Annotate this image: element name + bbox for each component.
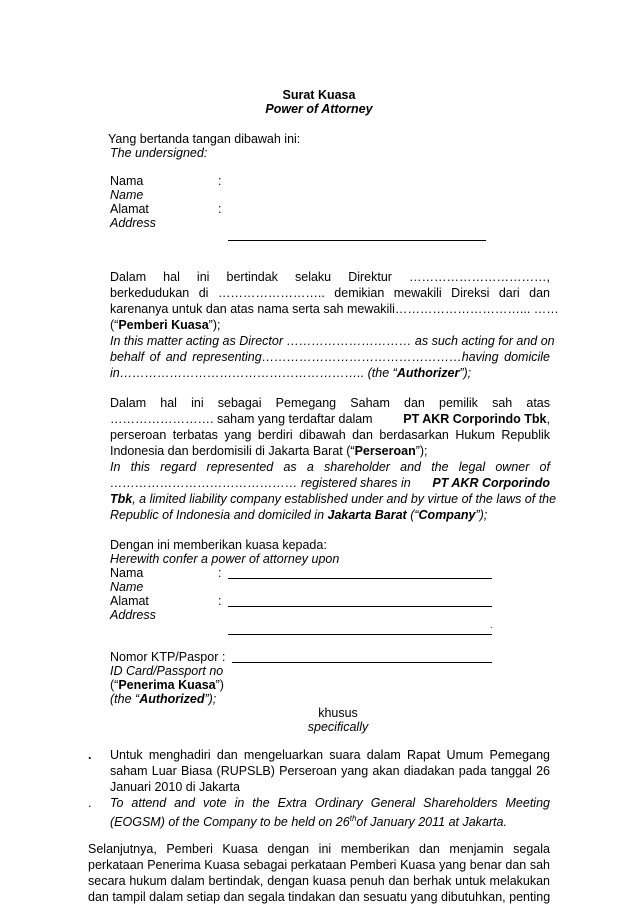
ktp-line [232,662,492,663]
company-term: Company [418,508,476,522]
p2-line-2: ……………………. saham yang terdaftar dalam PT AKR Corporindo Tbk, [110,412,550,426]
final-line-3: secara hukum dalam bertindak, dengan kuasa penuh dan berhak untuk melakukan [88,874,550,888]
item-1-en-bullet: . [88,796,92,810]
address-blank-line [228,240,486,241]
p1-line-2: berkedudukan di …………………….. demikian mewakili Direksi dari dan [110,286,550,300]
item-1-line-1: Untuk menghadiri dan mengeluarkan suara dalam Rapat Umum Pemegang [110,748,550,762]
alamat-label: Alamat [110,202,149,216]
recipient-nama-label: Nama [110,566,144,580]
p2-line-3: perseroan terbatas yang berdiri dibawah dan berdasarkan Hukum Republik [110,428,550,442]
undersigned-label: Yang bertanda tangan dibawah ini: [108,132,301,146]
recipient-address-line-2 [228,634,492,635]
dot-mark: . [490,620,493,630]
recipient-address-label-en: Address [110,608,156,622]
penerima-kuasa-line: (“Penerima Kuasa”) [110,678,224,692]
specifically-label: specifically [307,720,369,734]
confer-label: Dengan ini memberikan kuasa kepada: [110,538,327,552]
doc-title: Surat Kuasa [282,88,356,102]
domicile-term: Jakarta Barat [327,508,407,522]
pemberi-kuasa-term: Pemberi Kuasa [118,318,209,332]
p1-line-1: Dalam hal ini bertindak selaku Direktur ……………………………, [110,270,550,284]
p2-en-line-3: Tbk, a limited liability company established under and by virtue of the laws of the [110,492,557,506]
recipient-name-label-en: Name [110,580,144,594]
address-label-en: Address [110,216,156,230]
ktp-label: Nomor KTP/Paspor : [110,650,226,664]
final-line-4: dan tampil dalam setiap dan segala tindakan dan sesuatu yang dibutuhkan, penting [88,890,551,904]
company-name-en: PT AKR Corporindo [432,476,550,490]
p1-en-line-2: behalf of and representing…………………………………………having domicile [110,350,550,364]
nama-label: Nama [110,174,144,188]
company-name: PT AKR Corporindo Tbk [403,412,547,426]
item-1-line-3: Januari 2010 di Jakarta [110,780,240,794]
undersigned-label-en: The undersigned: [110,146,208,160]
recipient-name-line [228,578,492,579]
p2-en-line-1: In this regard represented as a shareholder and the legal owner of [110,460,550,474]
authorizer-term: Authorizer [396,366,460,380]
perseroan-term: Perseroan [354,444,416,458]
name-label-en: Name [110,188,144,202]
item-1-en-line-2: (EOGSM) of the Company to be held on 26thof January 2011 at Jakarta. [110,814,507,830]
doc-title-en: Power of Attorney [265,102,373,116]
authorized-term: Authorized [139,692,205,706]
confer-label-en: Herewith confer a power of attorney upon [110,552,340,566]
p2-en-line-2: ……………………………………… registered shares in PT AKR Corporindo [110,476,550,490]
p2-line-1: Dalam hal ini sebagai Pemegang Saham dan pemilik sah atas [110,396,550,410]
khusus-label: khusus [318,706,358,720]
p2-line-4: Indonesia dan berdomisili di Jakarta Barat (“Perseroan”); [110,444,428,458]
item-1-line-2: saham Luar Biasa (RUPSLB) Perseroan yang akan diadakan pada tanggal 26 [110,764,550,778]
p2-en-line-4: Republic of Indonesia and domiciled in Jakarta Barat (“Company”); [110,508,488,522]
final-line-1: Selanjutnya, Pemberi Kuasa dengan ini memberikan dan menjamin segala [88,842,550,856]
ktp-label-en: ID Card/Passport no [110,664,224,678]
recipient-alamat-label: Alamat [110,594,149,608]
recipient-nama-colon: : [218,566,222,580]
recipient-address-line [228,606,492,607]
p1-en-line-3: in………………………………………………….. (the “Authorizer”); [110,366,472,380]
item-1-bullet: . [88,748,92,762]
item-1-en-line-1: To attend and vote in the Extra Ordinary General Shareholders Meeting [110,796,550,810]
authorized-line: (the “Authorized”); [110,692,217,706]
final-line-2: perkataan Penerima Kuasa sebagai perkataan Pemberi Kuasa yang benar dan sah [88,858,550,872]
p1-line-4: (“Pemberi Kuasa”); [110,318,221,332]
p1-en-line-1: In this matter acting as Director ………………………… as such acting for and on [110,334,555,348]
p1-line-3: karenanya untuk dan atas nama serta sah mewakili…………………………... …… [110,302,559,316]
alamat-colon: : [218,202,222,216]
penerima-kuasa-term: Penerima Kuasa [118,678,216,692]
recipient-alamat-colon: : [218,594,222,608]
nama-colon: : [218,174,222,188]
